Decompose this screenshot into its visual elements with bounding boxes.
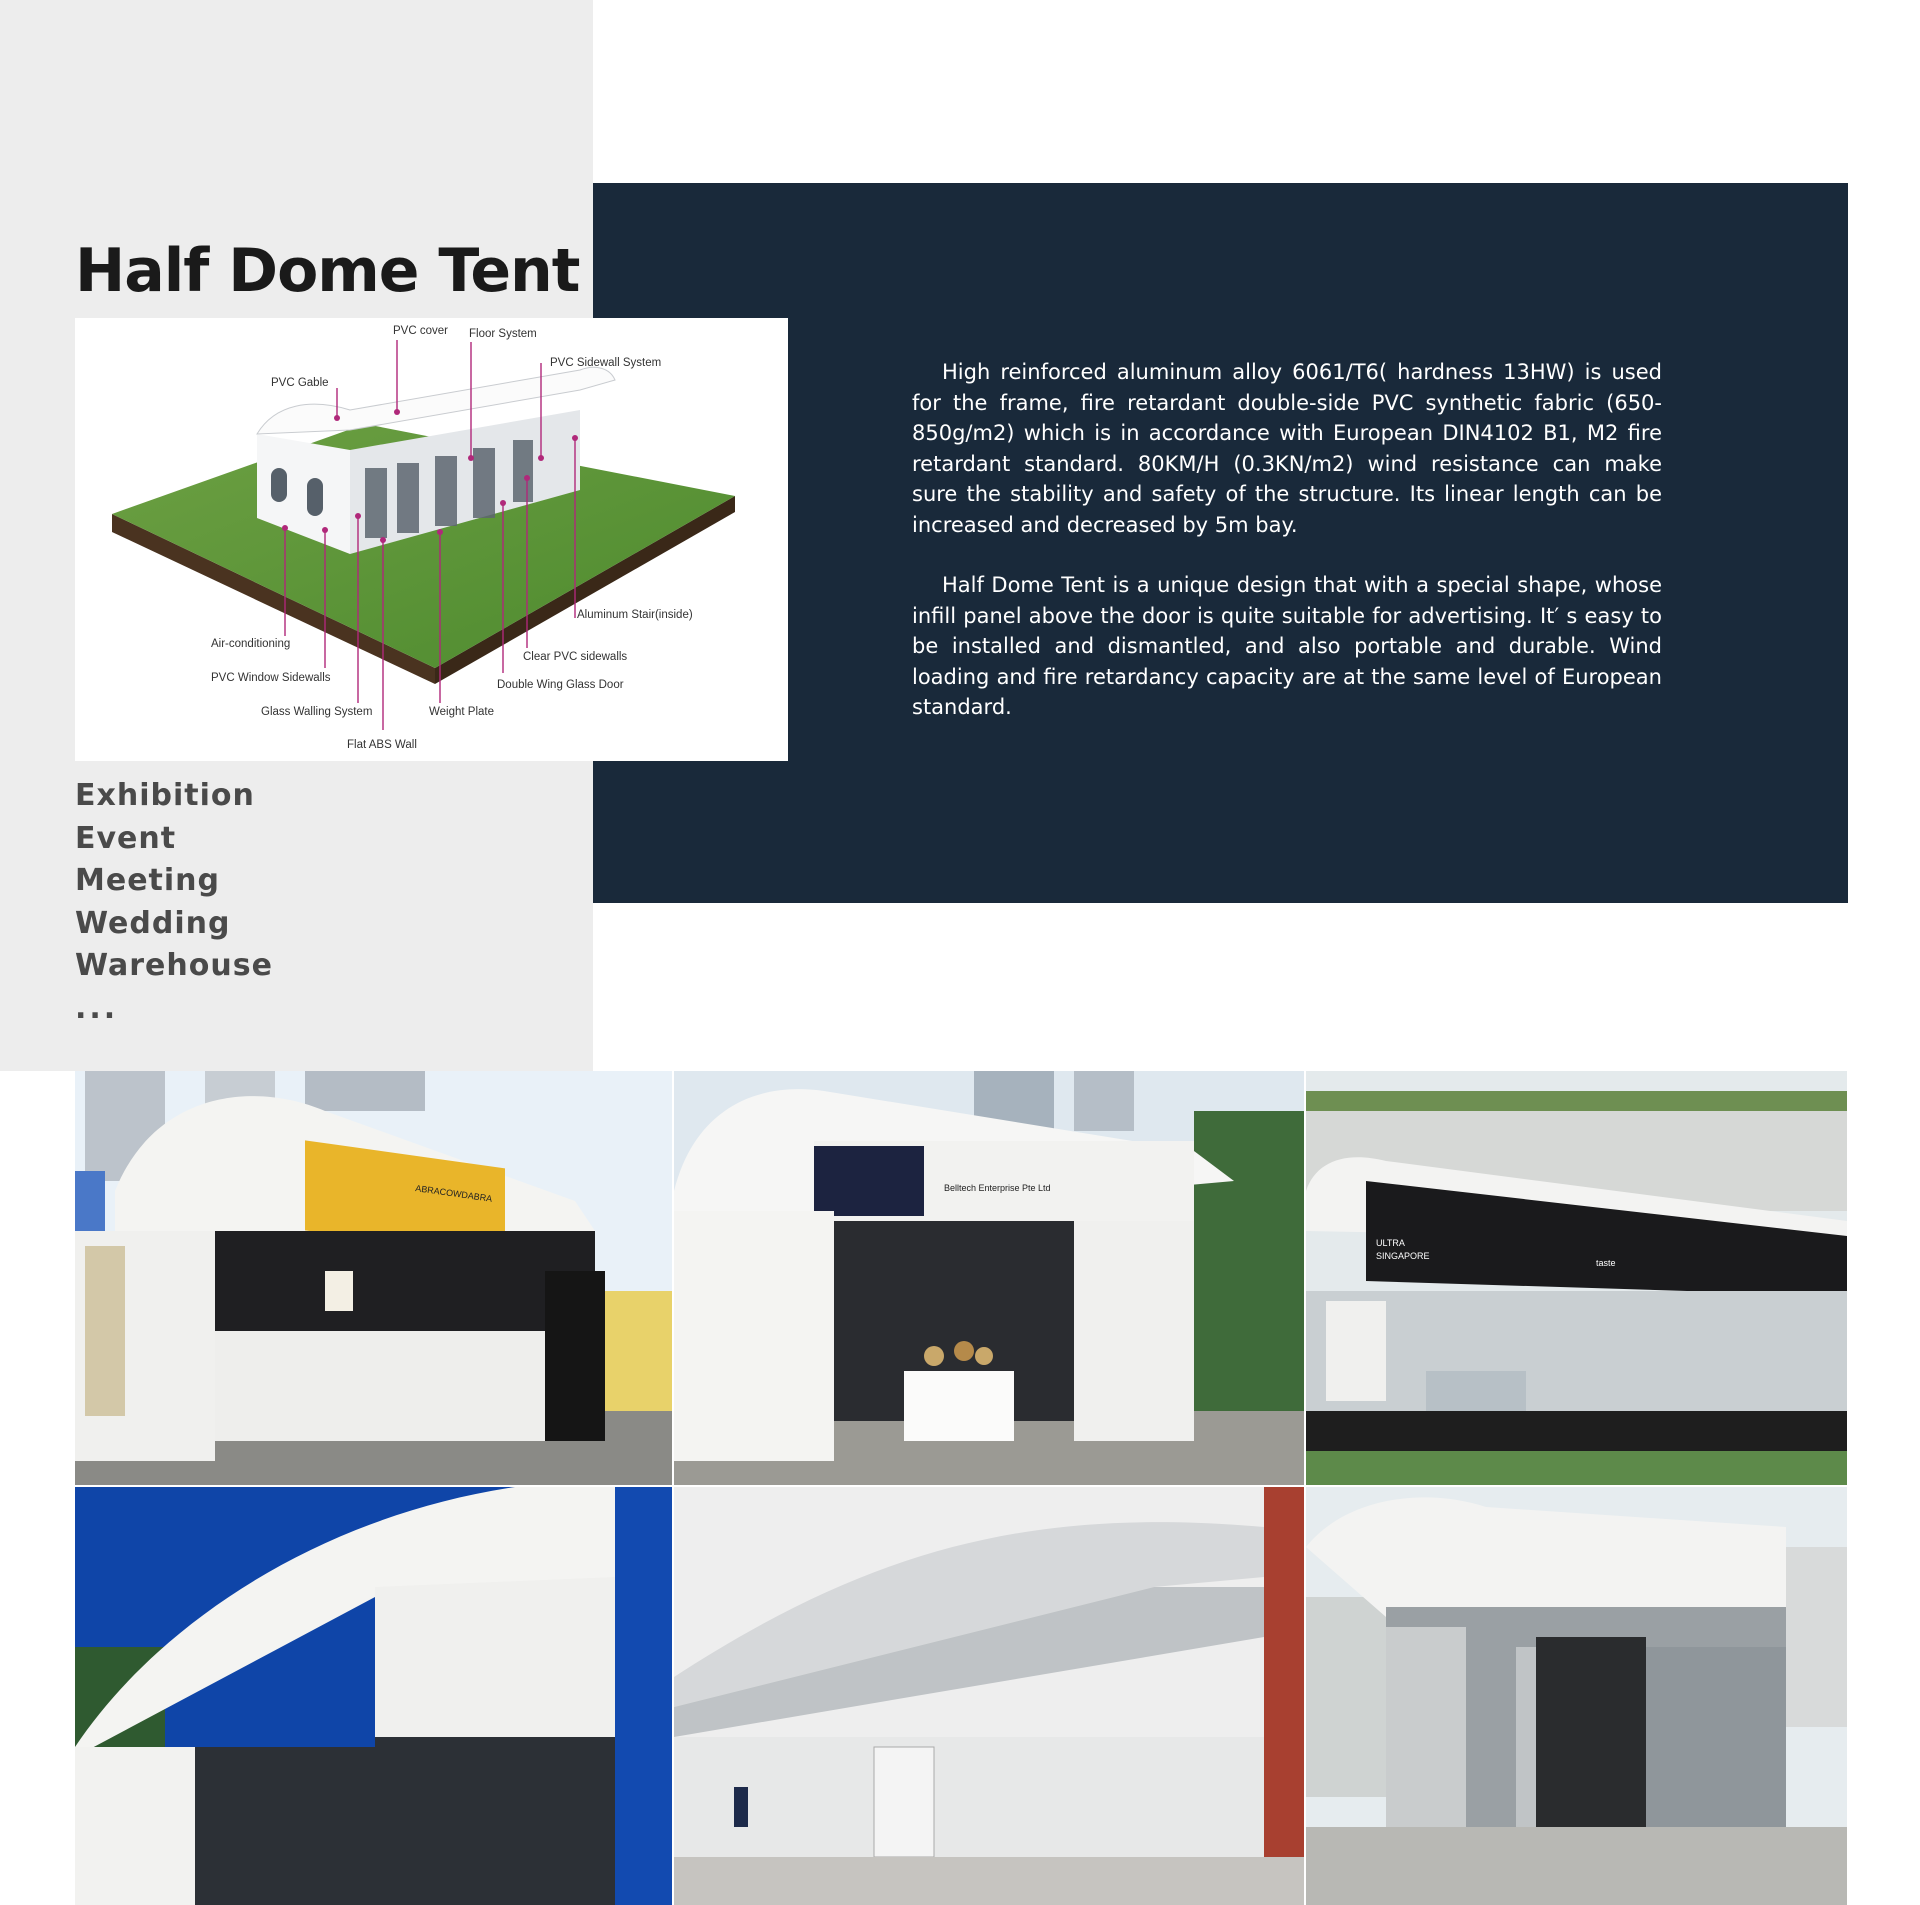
photo-food-tent-row [1306,1071,1847,1485]
company-sign-text: Belltech Enterprise Pte Ltd [944,1183,1051,1193]
label-glass-walling-system: Glass Walling System [261,706,373,718]
description-paragraph-1: High reinforced aluminum alloy 6061/T6( hardness 13HW) is used for the frame, fire retardant double-side PVC synthetic fabric (650-850g/m2) which is in accordance with European DIN4102 B1, M2 fire retardant standard. 80KM/H (0.3KN/m2) wind resistance can make sure the stability and safety of the structure. Its linear length can be increased and decreased by 5m bay. [912,360,1662,537]
taste-sign-text: taste [1596,1258,1616,1268]
photo-glass-wall-tent [75,1487,672,1905]
photo-exhibition-booth [674,1071,1304,1485]
use-item: Event [75,820,177,856]
use-item: Wedding [75,905,231,941]
description [912,357,1662,753]
use-item: Meeting [75,863,221,899]
booth-sign-text: ABRACOWDABRA [414,1183,493,1204]
label-double-wing-glass-door: Double Wing Glass Door [497,679,624,691]
uses-list [75,775,273,1031]
use-item: Exhibition [75,778,255,813]
label-weight-plate: Weight Plate [429,706,494,718]
photo-food-booth [75,1071,672,1485]
label-clear-pvc-sidewalls: Clear PVC sidewalls [523,651,628,663]
label-aluminum-stair: Aluminum Stair(inside) [577,609,693,621]
use-item: Warehouse [75,948,273,984]
label-pvc-gable: PVC Gable [271,377,329,389]
tent-structure-diagram [75,318,788,761]
photo-curved-canopy [674,1487,1304,1905]
photo-grid [75,1071,1847,1905]
description-paragraph-2: Half Dome Tent is a unique design that with a special shape, whose infill panel above the door is quite suitable for advertising. It′ s easy to be installed and dismantled, and also portable and durable. Wind loading and fire retardancy capacity are at the same level of European standard. [912,573,1662,719]
label-flat-abs-wall: Flat ABS Wall [347,739,417,751]
label-floor-system: Floor System [469,328,537,340]
label-pvc-sidewall-system: PVC Sidewall System [550,357,662,369]
page-title: Half Dome Tent [75,236,580,306]
ultra-singapore-text: SINGAPORE [1376,1251,1430,1261]
photo-grey-tent-door [1306,1487,1847,1905]
use-item-more: ... [75,990,119,1026]
label-air-conditioning: Air-conditioning [211,638,291,650]
label-pvc-window-sidewalls: PVC Window Sidewalls [211,672,331,684]
ultra-sign-text: ULTRA [1376,1238,1405,1248]
label-pvc-cover: PVC cover [393,325,448,337]
